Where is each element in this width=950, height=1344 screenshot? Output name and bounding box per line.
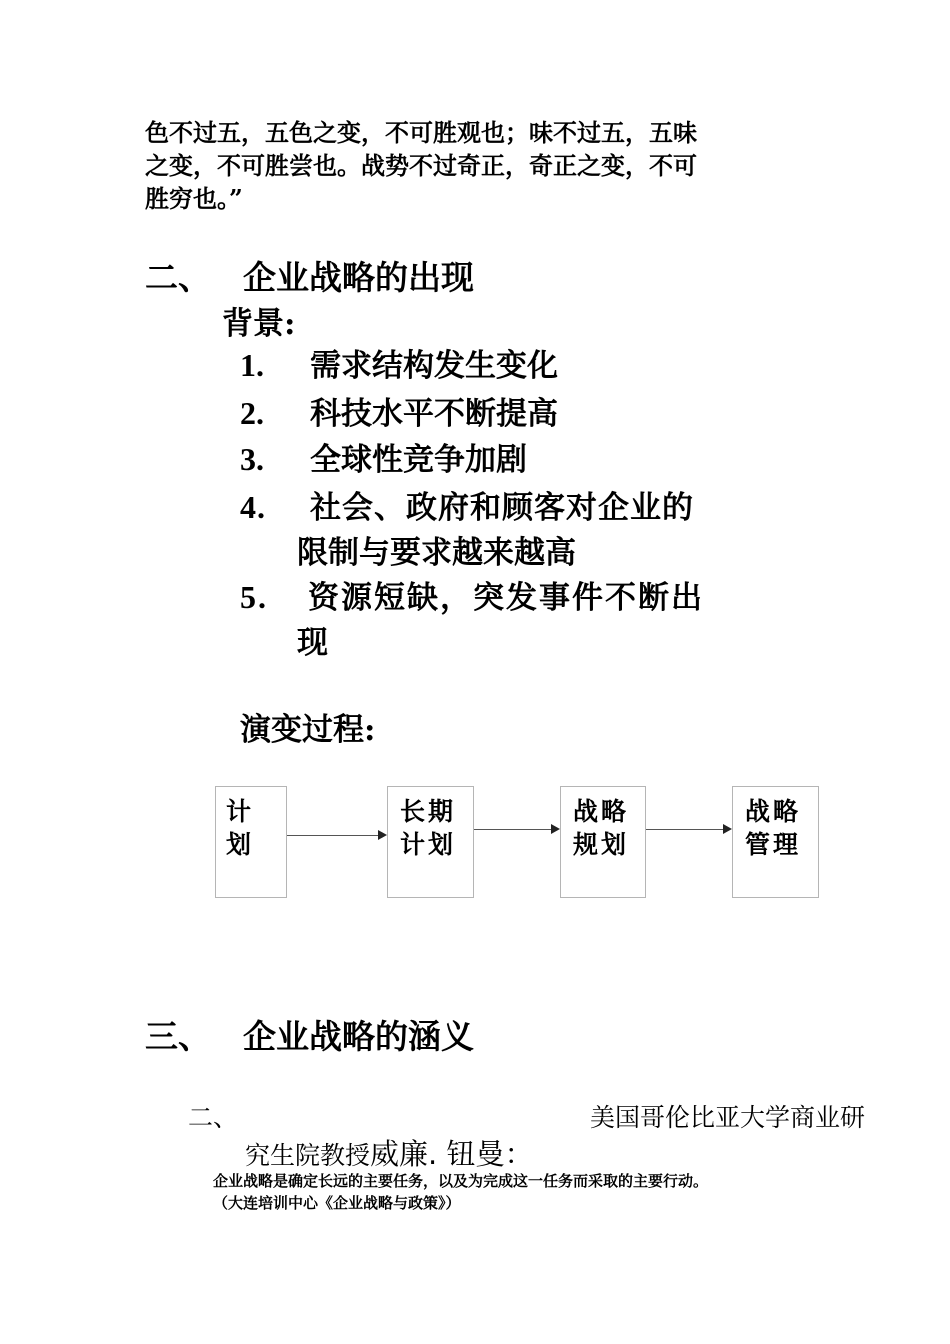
flow-box-text: 规划 xyxy=(573,830,630,859)
flow-box-strategic-planning xyxy=(560,786,646,898)
source-line-right: 美国哥伦比亚大学商业研 xyxy=(590,1103,866,1132)
flow-arrow-2 xyxy=(474,829,552,830)
flow-box-text: 战略 xyxy=(573,797,630,826)
section-3-sub-number: 二、 xyxy=(188,1103,239,1132)
flow-box-strategic-management xyxy=(732,786,819,898)
section-2-title: 企业战略的出现 xyxy=(243,258,474,297)
flow-box-text: 管理 xyxy=(745,830,802,859)
arrowhead-icon xyxy=(551,824,560,834)
quote-line-1: 色不过五，五色之变，不可胜观也；味不过五，五味 xyxy=(145,118,697,147)
section-2-heading xyxy=(145,252,474,299)
background-item-1 xyxy=(240,340,558,385)
item-text: 需求结构发生变化 xyxy=(310,348,558,384)
flow-arrow-1 xyxy=(287,835,379,836)
background-item-5 xyxy=(240,572,704,617)
section-2-number: 二、 xyxy=(145,258,211,297)
background-item-4 xyxy=(240,482,694,527)
flow-box-plan xyxy=(215,786,287,898)
item-number: 1. xyxy=(240,347,264,383)
arrowhead-icon xyxy=(723,824,732,834)
arrowhead-icon xyxy=(378,830,387,840)
flow-box-text: 战略 xyxy=(745,797,802,826)
item-text: 社会、政府和顾客对企业的 xyxy=(310,490,694,526)
flow-box-text: 计 xyxy=(226,797,255,826)
background-label: 背景: xyxy=(222,306,296,342)
item-number: 4. xyxy=(240,489,266,525)
section-3-title: 企业战略的涵义 xyxy=(243,1017,474,1056)
item-text: 全球性竞争加剧 xyxy=(310,442,527,478)
definition-text: 企业战略是确定长远的主要任务，以及为完成这一任务而采取的主要行动。 xyxy=(213,1172,709,1190)
background-item-2 xyxy=(240,388,558,433)
quote-line-2: 之变，不可胜尝也。战势不过奇正，奇正之变，不可 xyxy=(145,151,697,180)
flow-box-long-term-plan xyxy=(387,786,474,898)
background-item-4-continued: 限制与要求越来越高 xyxy=(297,535,576,571)
flow-box-text: 计划 xyxy=(400,830,457,859)
flow-arrow-3 xyxy=(646,829,724,830)
flow-box-text: 长期 xyxy=(400,797,457,826)
citation-text: （大连培训中心《企业战略与政策》） xyxy=(213,1194,461,1212)
item-text: 科技水平不断提高 xyxy=(310,396,558,432)
item-number: 3. xyxy=(240,441,264,477)
item-text: 资源短缺，突发事件不断出 xyxy=(308,580,704,616)
flow-box-text: 划 xyxy=(226,830,255,859)
item-number: 2. xyxy=(240,395,264,431)
source-line-left xyxy=(245,1132,533,1173)
background-item-5-continued: 现 xyxy=(297,625,328,661)
quote-line-3: 胜穷也。” xyxy=(145,184,243,213)
evolution-label: 演变过程: xyxy=(240,712,376,748)
background-item-3 xyxy=(240,434,527,479)
section-3-heading xyxy=(145,1011,474,1058)
source-person: 威廉. 钮曼： xyxy=(370,1137,534,1171)
item-number: 5. xyxy=(240,579,268,615)
section-3-number: 三、 xyxy=(145,1017,211,1056)
quote-paragraph xyxy=(145,116,810,215)
source-title: 究生院教授 xyxy=(245,1141,371,1170)
